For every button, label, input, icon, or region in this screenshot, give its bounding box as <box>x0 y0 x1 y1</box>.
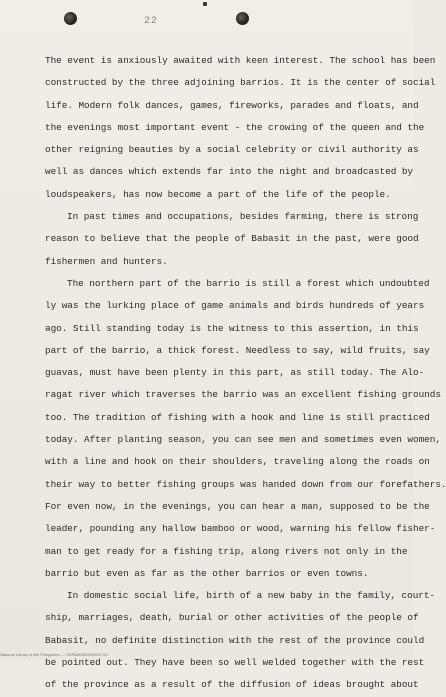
text-line: part of the barrio, a thick forest. Needless to say, wild fruits, say <box>45 344 430 356</box>
text-line: be pointed out. They have been so well welded together with the rest <box>45 657 425 669</box>
text-line: The northern part of the barrio is still a forest which undoubted <box>67 277 430 289</box>
text-line: In past times and occupations, besides farming, there is strong <box>67 211 419 223</box>
text-line: too. The tradition of fishing with a hook and line is still practiced <box>45 411 430 423</box>
text-line: well as dances which extends far into the night and broadcasted by <box>45 166 414 178</box>
text-line: their way to better fishing groups was handed down from our forefathers. <box>45 478 446 490</box>
text-line: guavas, must have been plenty in this part, as still today. The Alo- <box>45 367 425 379</box>
staple-mark <box>203 2 207 6</box>
text-line: ragat river which traverses the barrio was an excellent fishing grounds <box>45 389 441 401</box>
text-line: today. After planting season, you can see men and sometimes even women, <box>45 434 441 446</box>
page-number: 22 <box>144 16 159 27</box>
punch-hole-right <box>236 12 249 25</box>
archive-footer-note: National Library of the Philippines — HDPAN0000000007-00 <box>0 652 108 657</box>
text-line: fishermen and hunters. <box>45 255 168 267</box>
text-line: reason to believe that the people of Babasit in the past, were good <box>45 233 419 245</box>
text-line: In domestic social life, birth of a new baby in the family, court- <box>67 590 436 602</box>
text-line: The event is anxiously awaited with keen interest. The school has been <box>45 55 436 66</box>
text-line: life. Modern folk dances, games, fireworks, parades and floats, and <box>45 99 419 111</box>
punch-hole-left <box>64 12 77 25</box>
text-line: Babasit, no definite distinction with the rest of the province could <box>45 634 425 646</box>
text-line: man to get ready for a fishing trip, along rivers not only in the <box>45 545 408 557</box>
text-line: loudspeakers, has now become a part of the life of the people. <box>45 188 391 200</box>
text-line: ship, marriages, death, burial or other activities of the people of <box>45 612 419 624</box>
body-text <box>45 50 446 697</box>
text-line: For even now, in the evenings, you can hear a man, supposed to be the <box>45 500 430 512</box>
text-line: with a line and hook on their shoulders, traveling along the roads on <box>45 456 430 468</box>
text-line: of the province as a result of the diffusion of ideas brought about <box>45 679 419 691</box>
text-line: the evenings most important event - the crowing of the queen and the <box>45 121 425 133</box>
text-line: leader, pounding any hallow bamboo or wood, warning his fellow fisher- <box>45 523 436 535</box>
text-line: other reigning beauties by a social celebrity or civil authority as <box>45 144 419 156</box>
text-line: constructed by the three adjoining barrios. It is the center of social <box>45 77 436 89</box>
text-line: ly was the lurking place of game animals and birds hundreds of years <box>45 300 425 312</box>
text-line: ago. Still standing today is the witness to this assertion, in this <box>45 322 419 334</box>
text-line: barrio but even as far as the other barrios or even towns. <box>45 567 369 579</box>
